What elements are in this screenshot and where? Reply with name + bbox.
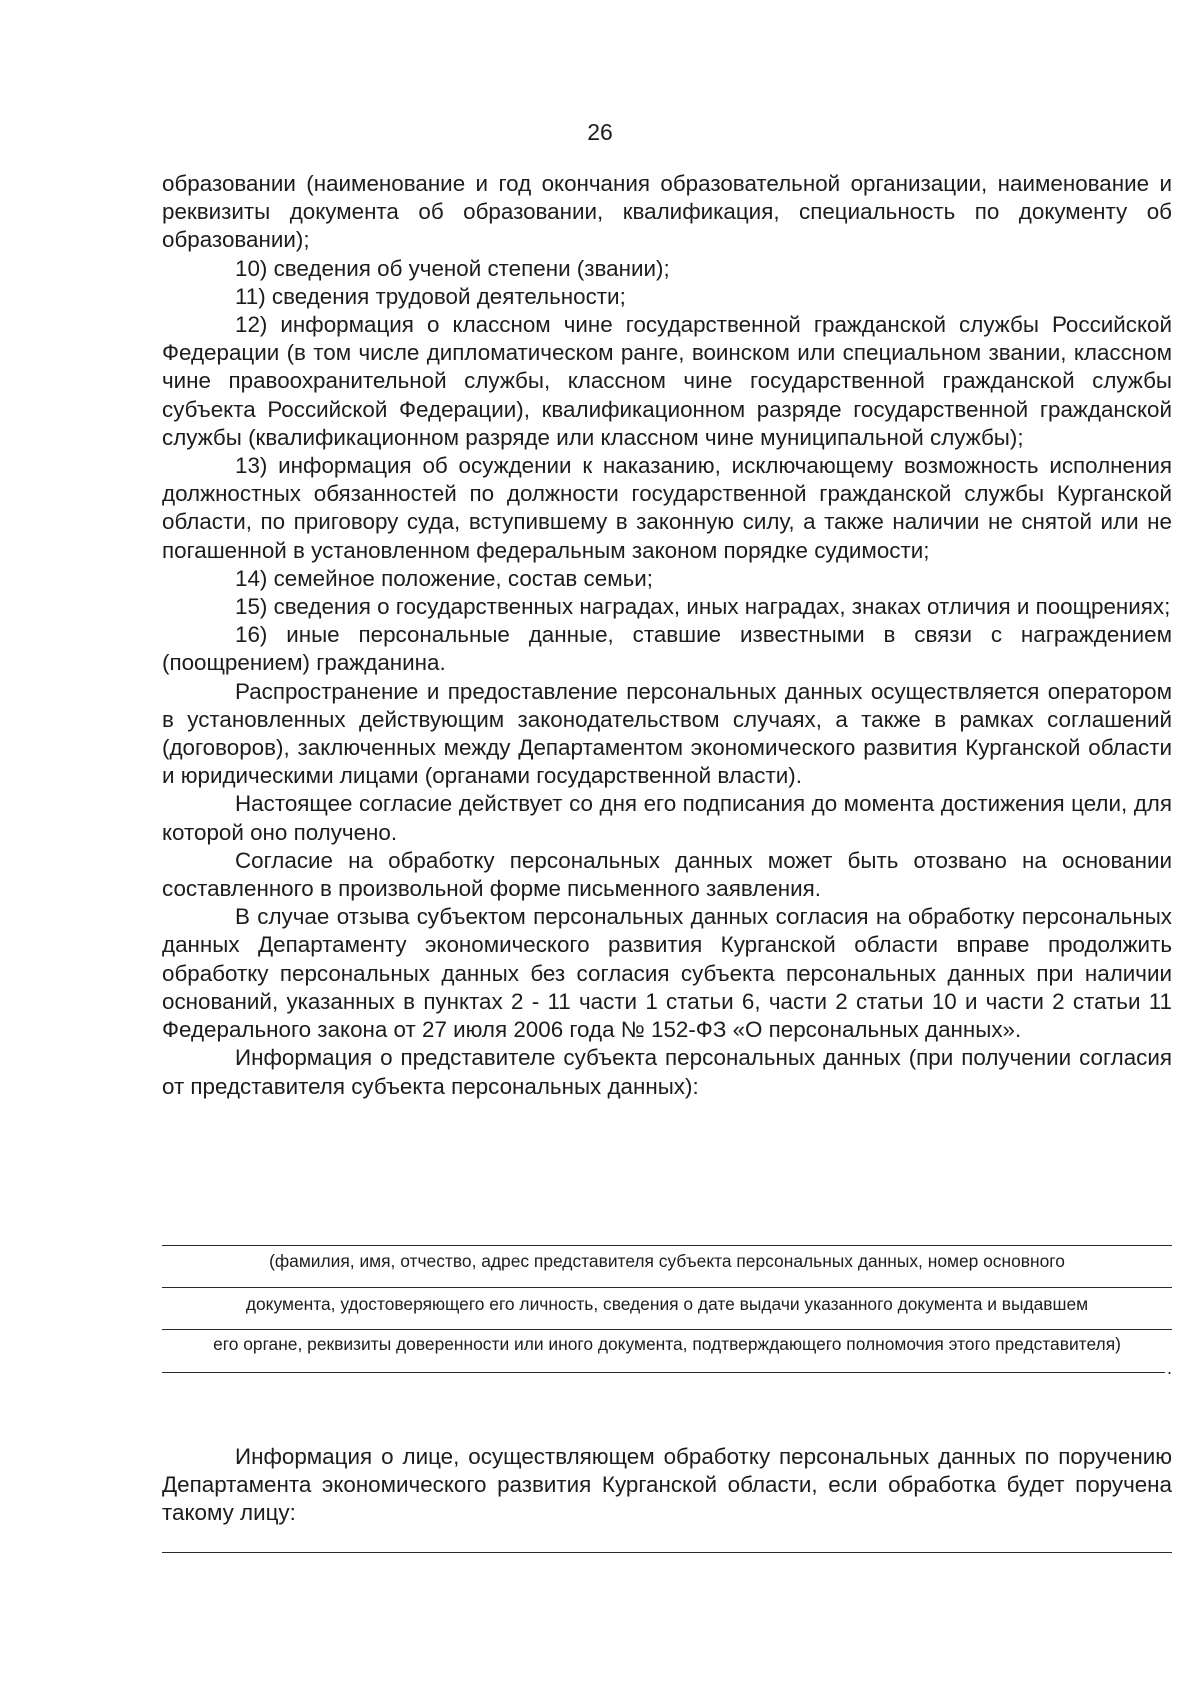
- paragraph-item-13: 13) информация об осуждении к наказанию, исключающему возможность исполнения должностных обязанностей по должности государственной гражданской службы Курганской области, по приговору суда, вступившему в законную силу, а также наличии не снятой или не погашенной в установленном федеральным законом порядке судимости;: [162, 453, 1172, 563]
- paragraph-withdrawal-consequences: В случае отзыва субъектом персональных данных согласия на обработку персональных данных Департаменту экономического развития Курганской области вправе продолжить обработку персональных данных без согласия субъекта персональных данных при наличии оснований, указанных в пунктах 2 - 11 части 1 статьи 6, части 2 статьи 10 и части 2 статьи 11 Федерального закона от 27 июля 2006 года № 152-ФЗ «О персональных данных».: [162, 904, 1172, 1043]
- paragraph-item-10: 10) сведения об ученой степени (звании);: [235, 255, 670, 281]
- paragraph-item-11: 11) сведения трудовой деятельности;: [235, 283, 626, 309]
- paragraph-representative-info: Информация о представителе субъекта персональных данных (при получении согласия от представителя субъекта персональных данных):: [162, 1045, 1172, 1099]
- paragraph-item-15: 15) сведения о государственных наградах, иных наградах, знаках отличия и поощрениях;: [235, 594, 1171, 620]
- paragraph-item-12: 12) информация о классном чине государственной гражданской службы Российской Федерации (в том числе дипломатическом ранге, воинском или специальном звании, классном чине правоохранительной службы, классном чине государственной гражданской службы субъекта Российской Федерации), квалификационном разряде государственной гражданской службы (квалификационном разряде или классном чине муниципальной службы);: [162, 312, 1172, 450]
- paragraph-distribution: Распространение и предоставление персональных данных осуществляется оператором в установленных действующим законодательством случаях, а также в рамках соглашений (договоров), заключенных между Департаментом экономического развития Курганской области и юридическими лицами (органами государственной власти).: [162, 678, 1172, 789]
- representative-line-4[interactable]: [162, 1372, 1165, 1373]
- representative-line-2[interactable]: [162, 1287, 1172, 1288]
- operator-block: [162, 1443, 1172, 1553]
- representative-line-1[interactable]: [162, 1245, 1172, 1246]
- representative-caption-2: документа, удостоверяющего его личность, сведения о дате выдачи указанного документа и выдавшем: [245, 1294, 1089, 1314]
- representative-line-3[interactable]: [162, 1329, 1172, 1330]
- paragraph-education-continuation: образовании (наименование и год окончания образовательной организации, наименование и реквизиты документа об образовании, квалификация, специальность по документу об образовании);: [162, 171, 1172, 253]
- paragraph-item-14: 14) семейное положение, состав семьи;: [235, 565, 653, 591]
- representative-caption-1: (фамилия, имя, отчество, адрес представителя субъекта персональных данных, номер основного: [269, 1251, 1065, 1271]
- paragraph-validity: Настоящее согласие действует со дня его подписания до момента достижения цели, для которой оно получено.: [162, 791, 1172, 845]
- consent-body-text: [162, 170, 1172, 1101]
- representative-fill-in-block: [162, 1245, 1172, 1378]
- paragraph-item-16: 16) иные персональные данные, ставшие известными в связи с награждением (поощрением) гражданина.: [162, 622, 1172, 676]
- representative-final-row: [162, 1358, 1172, 1378]
- representative-caption-3: его органе, реквизиты доверенности или иного документа, подтверждающего полномочия этого представителя): [213, 1334, 1121, 1354]
- page-number: 26: [587, 119, 613, 145]
- operator-line[interactable]: [162, 1552, 1172, 1553]
- final-period: .: [1166, 1358, 1172, 1378]
- paragraph-withdrawal: Согласие на обработку персональных данных может быть отозвано на основании составленного в произвольной форме письменного заявления.: [162, 847, 1172, 902]
- paragraph-operator-info: Информация о лице, осуществляющем обработку персональных данных по поручению Департамента экономического развития Курганской области, если обработка будет поручена такому лицу:: [162, 1444, 1172, 1526]
